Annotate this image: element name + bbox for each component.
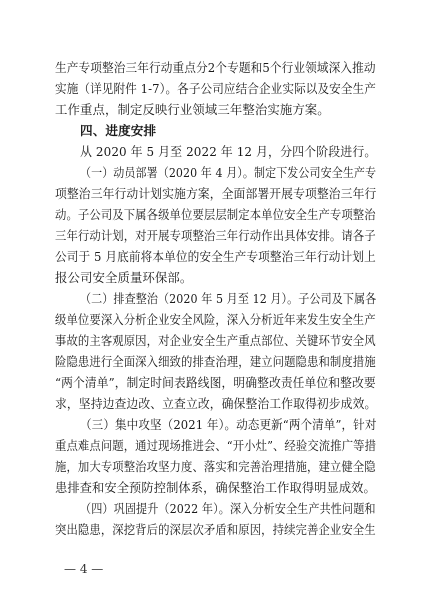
body-text-line: （一）动员部署（2020 年 4 月）。制定下发公司安全生产专 (80, 165, 377, 180)
body-text-line: 险隐患进行全面深入细致的排查治理，建立问题隐患和制度措施 (55, 354, 376, 369)
section-heading: 四、进度安排 (80, 123, 157, 138)
body-text-line: 动。子公司及下属各级单位要层层制定本单位安全生产专项整治 (55, 207, 376, 222)
body-text-line: 求，坚持边查边改、立查立改，确保整治工作取得初步成效。 (55, 396, 377, 411)
body-text-line: 从 2020 年 5 月至 2022 年 12 月，分四个阶段进行。 (80, 144, 377, 159)
body-text-line: 级单位要深入分析企业安全风险，深入分析近年来发生安全生产 (55, 312, 376, 327)
page-number: — 4 — (64, 562, 104, 576)
body-text-line: （二）排查整治（2020 年 5 月至 12 月）。子公司及下属各 (80, 291, 377, 306)
body-text-line: 工作重点，制定反映行业领域三年整治实施方案。 (55, 102, 330, 117)
body-text-line: （三）集中攻坚（2021 年）。动态更新“两个清单”，针对 (80, 417, 377, 432)
body-text-line: 实施（详见附件 1-7）。各子公司应结合企业实际以及安全生产 (55, 81, 376, 96)
body-text-line: 突出隐患，深挖背后的深层次矛盾和原因，持续完善企业安全生 (55, 522, 376, 537)
body-text-line: 生产专项整治三年行动重点分2个专题和5个行业领域深入推动 (55, 60, 376, 75)
body-text-line: 项整治三年行动计划实施方案，全面部署开展专项整治三年行 (55, 186, 377, 201)
body-text-line: 三年行动计划，对开展专项整治三年行动作出具体安排。请各子 (55, 228, 376, 243)
body-text-line: 报公司安全质量环保部。 (55, 270, 193, 285)
body-text-line: 重点难点问题，通过现场推进会、“开小灶”、经验交流推广等措 (55, 438, 377, 453)
body-text-line: 公司于 5 月底前将本单位的安全生产专项整治三年行动计划上 (55, 249, 376, 264)
body-text-line: 事故的主客观原因，对企业安全生产重点部位、关键环节安全风 (55, 333, 376, 348)
body-text-line: “两个清单”，制定时间表路线图，明确整改责任单位和整改要 (55, 375, 376, 390)
body-text-line: 施，加大专项整治攻坚力度、落实和完善治理措施，建立健全隐 (55, 459, 376, 474)
body-text-line: （四）巩固提升（2022 年）。深入分析安全生产共性问题和 (80, 501, 376, 516)
body-text-line: 患排查和安全预防控制体系，确保整治工作取得明显成效。 (55, 480, 376, 495)
